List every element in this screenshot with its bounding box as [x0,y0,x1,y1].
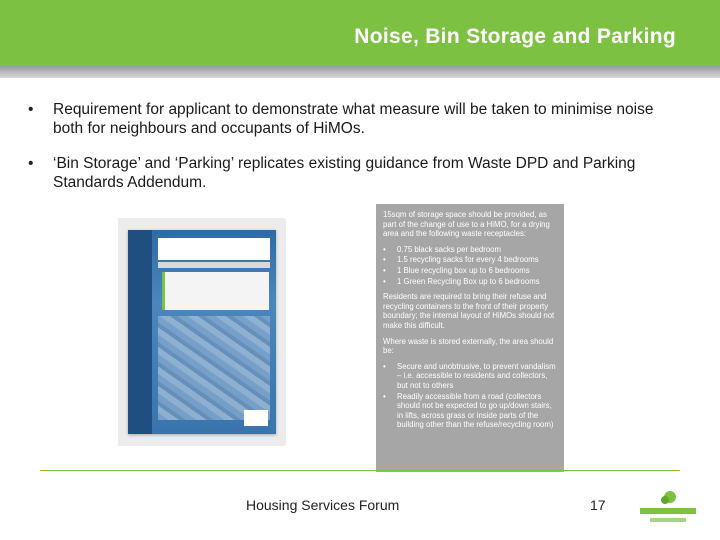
list-item: • 1 Blue recycling box up to 6 bedrooms [383,265,530,275]
bullet-marker: • [28,101,34,118]
title-bar [0,0,720,66]
cover-header [158,238,270,260]
cover-logo-row [158,262,270,268]
bullet-item [28,100,678,138]
page-number: 17 [590,497,606,513]
document-cover-image [128,230,276,434]
bullet-item [28,154,678,192]
bullet-list [28,100,678,208]
cover-stripe [128,230,152,434]
bullet-text: ‘Bin Storage’ and ‘Parking’ replicates existing guidance from Waste DPD and Parking Standards Addendum. [53,155,636,191]
list-item: • 1 Green Recycling Box up to 6 bedrooms [383,276,540,286]
list-item: • Readily accessible from a road (collectors should not be expected to go up/down stairs, in lifts, across grass or inside parts of the building other than the refuse/recycling room) [383,391,554,430]
document-thumbnail [118,218,286,446]
bullet-text: Requirement for applicant to demonstrate what measure will be taken to minimise noise both for neighbours and occupants of HiMOs. [53,101,654,137]
cover-title-box [162,272,269,310]
cover-photo-collage [158,316,270,420]
storage-requirements-list [383,362,557,430]
waste-storage-info-box [376,204,564,472]
list-item: • 1.5 recycling sacks for every 4 bedrooms [383,255,539,265]
info-paragraph: Where waste is stored externally, the area should be: [383,336,554,356]
footer-divider [40,470,680,471]
info-paragraph: Residents are required to bring their refuse and recycling containers to the front of their property boundary; the internal layout of HiMOs should not make this difficult. [383,292,555,330]
cover-footer-logo [244,410,268,426]
title-divider [0,66,720,78]
list-item: • 0.75 black sacks per bedroom [383,244,502,254]
bullet-marker: • [28,155,34,172]
list-item: • Secure and unobtrusive, to prevent vandalism – i.e. accessible to residents and collectors, but not to others [383,361,556,390]
slide-title: Noise, Bin Storage and Parking [354,25,676,48]
info-intro: 15sqm of storage space should be provided, as part of the change of use to a HiMO, for a drying area and the following waste receptacles: [383,210,550,239]
receptacle-list [383,245,557,286]
footer-text: Housing Services Forum [246,497,400,513]
milton-keynes-logo-icon [636,488,700,528]
